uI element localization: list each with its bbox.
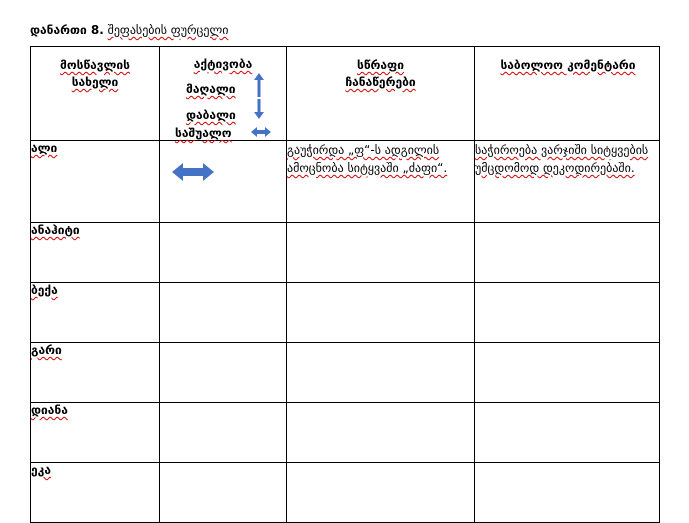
final-comment-cell — [475, 343, 660, 403]
quick-note-cell — [287, 283, 475, 343]
assessment-table — [30, 46, 660, 523]
activity-level-medium: საშუალო — [175, 126, 232, 140]
header-activity — [160, 47, 287, 141]
down-arrow-icon — [254, 99, 264, 119]
double-horizontal-arrow-icon — [172, 163, 214, 181]
student-name: ანაჰიტი — [31, 223, 160, 283]
header-student-name: მოსწავლის სახელი — [31, 47, 160, 141]
activity-cell — [160, 343, 287, 403]
activity-level-low: დაბალი — [186, 108, 236, 122]
quick-note-cell — [287, 343, 475, 403]
caption-label: დანართი 8. — [30, 23, 104, 37]
activity-cell — [160, 463, 287, 523]
header-final-comment: საბოლოო კომენტარი — [475, 47, 660, 141]
final-comment-cell — [475, 223, 660, 283]
table-row — [31, 463, 660, 523]
quick-note-cell: გაუჭირდა „ფ“-ს ადგილის ამოცნობა სიტყვაში „ძაფი“. — [287, 141, 475, 223]
final-comment-cell — [475, 403, 660, 463]
student-name: ეკა — [31, 463, 160, 523]
student-name: დიანა — [31, 403, 160, 463]
caption-title: შეფასების ფურცელი — [107, 23, 229, 37]
final-comment-cell — [475, 463, 660, 523]
student-name: ბექა — [31, 283, 160, 343]
quick-note-cell — [287, 223, 475, 283]
final-comment-cell: საჭიროება ვარჯიში სიტყვების უმცდომოდ დეკოდირებაში. — [475, 141, 660, 223]
document-caption — [30, 23, 228, 37]
table-row — [31, 283, 660, 343]
quick-note-cell — [287, 403, 475, 463]
table-row — [31, 141, 660, 223]
activity-cell — [160, 403, 287, 463]
activity-cell — [160, 223, 287, 283]
activity-title: აქტივობა — [193, 57, 253, 71]
student-name: ალი — [31, 141, 160, 223]
table-row — [31, 403, 660, 463]
quick-note-cell — [287, 463, 475, 523]
table-header-row — [31, 47, 660, 141]
activity-level-high: მაღალი — [186, 82, 236, 96]
header-quick-notes: სწრაფი ჩანაწერები — [287, 47, 475, 141]
final-comment-cell — [475, 283, 660, 343]
student-name: გარი — [31, 343, 160, 403]
table-row — [31, 223, 660, 283]
table-row — [31, 343, 660, 403]
double-horizontal-arrow-icon — [251, 127, 271, 137]
activity-cell — [160, 283, 287, 343]
activity-cell — [160, 141, 287, 223]
up-arrow-icon — [254, 73, 264, 97]
